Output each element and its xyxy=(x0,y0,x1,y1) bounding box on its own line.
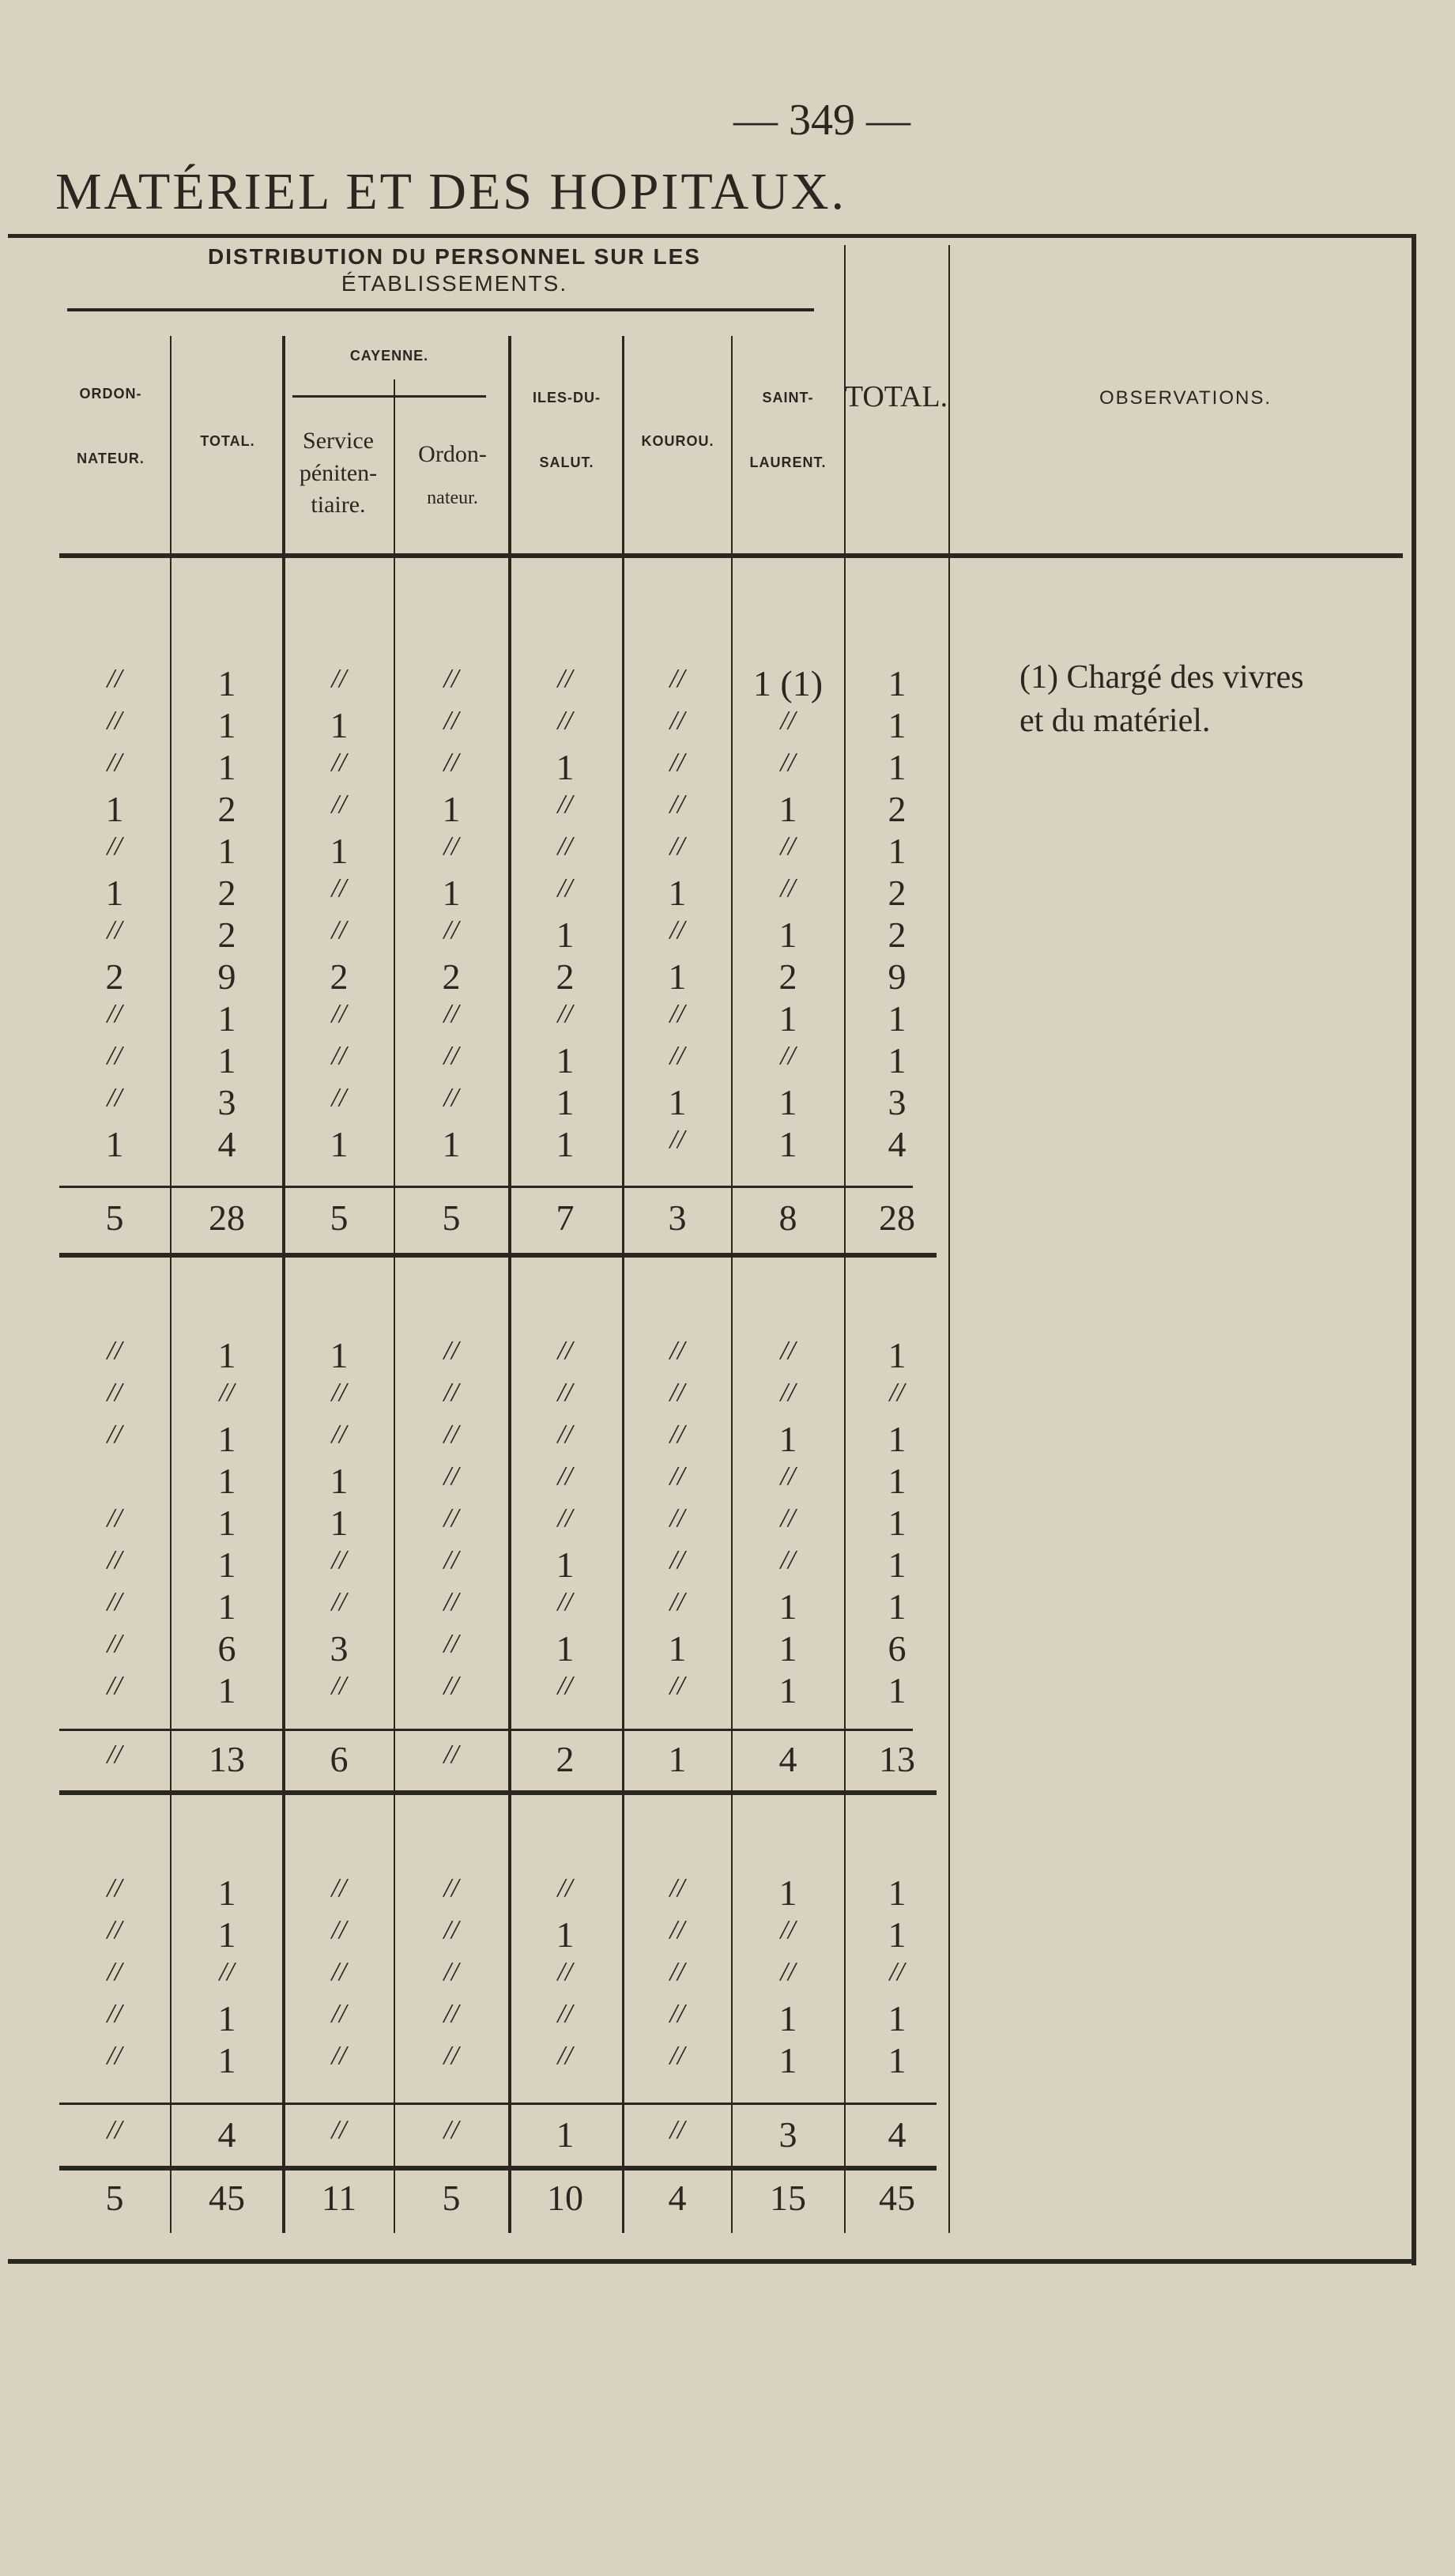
table-cell: 5 xyxy=(330,1197,349,1238)
table-cell: 1 xyxy=(217,2040,236,2080)
table-cell: // xyxy=(107,748,123,777)
table-cell: // xyxy=(557,706,573,735)
table-cell: 1 xyxy=(888,1544,907,1585)
table-cell: // xyxy=(669,999,685,1028)
table-cell: 1 xyxy=(778,1873,797,1913)
table-cell: // xyxy=(443,1545,459,1575)
col-sep-5 xyxy=(622,336,624,2233)
table-cell: // xyxy=(107,1873,123,1903)
table-cell: 1 xyxy=(217,1040,236,1081)
ordonnateur2-line1: Ordon- xyxy=(418,441,487,467)
table-cell: 5 xyxy=(105,2178,124,2218)
table-bottom-rule xyxy=(8,2259,1416,2264)
table-cell: 4 xyxy=(888,2114,907,2155)
ordonnateur-header xyxy=(55,386,166,467)
table-cell: // xyxy=(107,1378,123,1407)
table-cell: 1 xyxy=(888,1040,907,1081)
table-cell: // xyxy=(780,706,796,735)
total-small-header: TOTAL. xyxy=(200,433,255,449)
table-cell: // xyxy=(331,664,347,693)
table-cell: // xyxy=(669,706,685,735)
table-cell: 45 xyxy=(209,2178,245,2218)
table-cell: 1 xyxy=(217,1914,236,1955)
table-cell: // xyxy=(331,1915,347,1944)
table-cell: 1 xyxy=(556,1124,575,1164)
distribution-rule xyxy=(67,308,814,311)
table-cell: // xyxy=(669,790,685,819)
table-cell: 1 xyxy=(442,1124,461,1164)
table-cell: 1 xyxy=(556,1040,575,1081)
table-cell: 1 (1) xyxy=(752,663,824,703)
table-cell: // xyxy=(669,1503,685,1533)
table-cell: 1 xyxy=(217,1670,236,1710)
table-cell: 4 xyxy=(778,1739,797,1779)
table-cell: // xyxy=(780,1915,796,1944)
table-cell: 2 xyxy=(778,956,797,997)
table-cell: 2 xyxy=(217,873,236,913)
distribution-line1: DISTRIBUTION DU PERSONNEL SUR LES xyxy=(208,244,701,269)
distribution-line2: ÉTABLISSEMENTS. xyxy=(341,270,568,296)
table-cell: // xyxy=(331,1999,347,2028)
table-cell: 1 xyxy=(217,1503,236,1543)
saint-laurent-header xyxy=(733,390,843,471)
table-cell: 9 xyxy=(888,956,907,997)
table-cell: // xyxy=(107,1587,123,1616)
table-cell: // xyxy=(107,664,123,693)
table-cell: // xyxy=(557,873,573,903)
table-cell: 1 xyxy=(888,1461,907,1501)
table-cell: // xyxy=(669,1378,685,1407)
table-cell: // xyxy=(443,2041,459,2070)
table-cell: // xyxy=(107,1915,123,1944)
table-cell: // xyxy=(107,1999,123,2028)
table-cell: // xyxy=(107,1545,123,1575)
col-sep-1 xyxy=(170,336,172,2233)
table-cell: 4 xyxy=(217,1124,236,1164)
cayenne-rule xyxy=(292,395,486,398)
table-cell: 1 xyxy=(217,663,236,703)
table-cell: // xyxy=(331,2115,347,2144)
table-cell: 1 xyxy=(778,1998,797,2039)
table-cell: // xyxy=(557,1999,573,2028)
table-cell: 1 xyxy=(217,1586,236,1627)
table-cell: // xyxy=(669,1041,685,1070)
table-cell: 45 xyxy=(879,2178,915,2218)
table-cell: 3 xyxy=(888,1082,907,1122)
table-cell: 1 xyxy=(330,1503,349,1543)
table-cell: 1 xyxy=(778,1586,797,1627)
table-cell: // xyxy=(443,706,459,735)
table-cell: // xyxy=(669,915,685,945)
table-cell: 1 xyxy=(330,1335,349,1375)
table-cell: // xyxy=(557,1503,573,1533)
table-cell: 1 xyxy=(668,1628,687,1669)
table-cell: 1 xyxy=(888,747,907,787)
page-title: MATÉRIEL ET DES HOPITAUX. xyxy=(55,163,846,221)
table-cell: // xyxy=(331,748,347,777)
table-cell: // xyxy=(443,1873,459,1903)
table-cell: 1 xyxy=(330,831,349,871)
table-cell: 1 xyxy=(330,1461,349,1501)
table-cell: // xyxy=(889,1957,905,1986)
table-cell: 28 xyxy=(209,1197,245,1238)
table-cell: 11 xyxy=(321,2178,357,2218)
table-cell: 5 xyxy=(442,2178,461,2218)
table-cell: // xyxy=(669,832,685,861)
table-cell: // xyxy=(443,1083,459,1112)
table-cell: // xyxy=(107,1740,123,1769)
iles-header xyxy=(511,390,622,471)
table-cell: // xyxy=(331,1545,347,1575)
table-cell: // xyxy=(331,790,347,819)
service-line2: péniten- xyxy=(299,459,378,486)
table-cell: 1 xyxy=(778,1082,797,1122)
distribution-heading xyxy=(182,243,727,296)
table-cell: 1 xyxy=(888,1873,907,1913)
table-cell: 1 xyxy=(105,873,124,913)
table-cell: 1 xyxy=(442,789,461,829)
table-cell: // xyxy=(557,1587,573,1616)
note-line2: et du matériel. xyxy=(1020,702,1211,739)
observations-header: OBSERVATIONS. xyxy=(1099,387,1272,409)
table-cell: 5 xyxy=(442,1197,461,1238)
table-cell: // xyxy=(107,706,123,735)
table-cell: // xyxy=(331,1671,347,1700)
col-sep-3 xyxy=(394,379,395,2233)
table-cell: // xyxy=(331,1420,347,1449)
table-cell: 1 xyxy=(888,1914,907,1955)
table-cell: // xyxy=(443,1378,459,1407)
table-cell: // xyxy=(557,832,573,861)
table-cell: 1 xyxy=(778,1670,797,1710)
table-cell: // xyxy=(557,1336,573,1365)
table-cell: // xyxy=(443,1503,459,1533)
iles-line1: ILES-DU- xyxy=(533,390,601,405)
table-cell: // xyxy=(443,748,459,777)
table-cell: 3 xyxy=(778,2114,797,2155)
table-cell: 1 xyxy=(778,915,797,955)
table-cell: // xyxy=(107,1336,123,1365)
table-cell: 2 xyxy=(556,1739,575,1779)
service-line3: tiaire. xyxy=(311,492,366,518)
table-cell: 6 xyxy=(330,1739,349,1779)
table-cell: // xyxy=(443,1671,459,1700)
table-cell: // xyxy=(107,1671,123,1700)
table-cell: 4 xyxy=(888,1124,907,1164)
table-cell: // xyxy=(331,1587,347,1616)
cayenne-heading: CAYENNE. xyxy=(349,348,429,364)
table-cell: // xyxy=(669,664,685,693)
table-cell: // xyxy=(557,2041,573,2070)
section-rule-2 xyxy=(59,1790,937,1795)
table-cell: 7 xyxy=(556,1197,575,1238)
table-cell: 2 xyxy=(330,956,349,997)
table-cell: 2 xyxy=(105,956,124,997)
table-cell: // xyxy=(107,1503,123,1533)
table-cell: 2 xyxy=(556,956,575,997)
table-cell: 1 xyxy=(556,1628,575,1669)
table-cell: 1 xyxy=(888,663,907,703)
table-cell: 1 xyxy=(217,1335,236,1375)
table-cell: // xyxy=(107,1629,123,1658)
table-cell: 1 xyxy=(778,998,797,1039)
col-sep-4 xyxy=(508,336,511,2233)
table-cell: 13 xyxy=(879,1739,915,1779)
table-cell: 1 xyxy=(556,1914,575,1955)
table-cell: // xyxy=(780,1336,796,1365)
table-right-border xyxy=(1412,234,1416,2265)
table-cell: 1 xyxy=(442,873,461,913)
table-cell: 1 xyxy=(888,1586,907,1627)
table-cell: 1 xyxy=(556,915,575,955)
col-sep-8 xyxy=(948,245,950,2233)
table-cell: 13 xyxy=(209,1739,245,1779)
table-cell: // xyxy=(780,748,796,777)
table-cell: 1 xyxy=(330,1124,349,1164)
table-cell: 1 xyxy=(217,998,236,1039)
table-cell: 1 xyxy=(888,1503,907,1543)
table-top-rule xyxy=(8,234,1415,238)
table-cell: 1 xyxy=(888,1419,907,1459)
subtotal-rule-3 xyxy=(59,2103,937,2105)
table-cell: // xyxy=(331,1083,347,1112)
header-rule xyxy=(59,553,1403,558)
table-cell: // xyxy=(780,832,796,861)
table-cell: // xyxy=(557,1378,573,1407)
table-cell: // xyxy=(107,999,123,1028)
table-cell: 1 xyxy=(217,705,236,745)
table-cell: // xyxy=(331,1041,347,1070)
table-cell: // xyxy=(669,1671,685,1700)
table-cell: 6 xyxy=(888,1628,907,1669)
table-cell: // xyxy=(557,664,573,693)
table-cell: // xyxy=(107,2041,123,2070)
table-cell: // xyxy=(557,1671,573,1700)
table-cell: 8 xyxy=(778,1197,797,1238)
table-cell: 3 xyxy=(330,1628,349,1669)
table-cell: 6 xyxy=(217,1628,236,1669)
table-cell: // xyxy=(669,2041,685,2070)
table-cell: // xyxy=(780,1041,796,1070)
table-cell: // xyxy=(107,1083,123,1112)
table-cell: // xyxy=(780,1461,796,1491)
table-cell: // xyxy=(443,1915,459,1944)
ordonnateur-line1: ORDON- xyxy=(79,386,142,402)
table-cell: 1 xyxy=(888,1670,907,1710)
table-cell: 1 xyxy=(556,2114,575,2155)
section-rule-1 xyxy=(59,1253,937,1258)
table-cell: // xyxy=(669,1545,685,1575)
subtotal-rule-1 xyxy=(59,1186,913,1188)
table-cell: // xyxy=(443,1957,459,1986)
table-cell: 2 xyxy=(888,873,907,913)
ordonnateur-line2: NATEUR. xyxy=(77,450,145,466)
table-cell: // xyxy=(331,1873,347,1903)
table-cell: 5 xyxy=(105,1197,124,1238)
service-line1: Service xyxy=(303,428,374,454)
subtotal-rule-2 xyxy=(59,1729,913,1731)
table-cell: // xyxy=(780,1503,796,1533)
table-cell: 1 xyxy=(668,873,687,913)
table-cell: // xyxy=(669,1873,685,1903)
total-big-header: TOTAL. xyxy=(844,380,948,413)
table-cell: // xyxy=(443,1041,459,1070)
table-cell: // xyxy=(443,999,459,1028)
saint-line2: LAURENT. xyxy=(749,454,827,470)
service-header xyxy=(283,425,394,522)
table-cell: // xyxy=(557,1873,573,1903)
table-cell: 1 xyxy=(888,1998,907,2039)
table-cell: // xyxy=(107,832,123,861)
table-cell: // xyxy=(443,832,459,861)
table-cell: 4 xyxy=(217,2114,236,2155)
table-cell: 1 xyxy=(778,1628,797,1669)
table-cell: // xyxy=(443,1629,459,1658)
table-cell: // xyxy=(780,1378,796,1407)
table-cell: 1 xyxy=(105,789,124,829)
table-cell: 28 xyxy=(879,1197,915,1238)
table-cell: 1 xyxy=(668,956,687,997)
table-cell: 1 xyxy=(217,1419,236,1459)
table-cell: // xyxy=(669,748,685,777)
table-cell: 1 xyxy=(217,1998,236,2039)
table-cell: // xyxy=(331,873,347,903)
table-cell: 2 xyxy=(888,789,907,829)
table-cell: 1 xyxy=(217,1544,236,1585)
section-rule-3 xyxy=(59,2166,937,2171)
table-cell: 2 xyxy=(888,915,907,955)
table-cell: // xyxy=(107,1420,123,1449)
table-cell: // xyxy=(557,1420,573,1449)
table-cell: // xyxy=(669,1420,685,1449)
table-cell: // xyxy=(889,1378,905,1407)
table-cell: // xyxy=(669,1915,685,1944)
table-cell: 2 xyxy=(442,956,461,997)
table-cell: // xyxy=(443,1336,459,1365)
col-sep-7 xyxy=(844,245,846,2233)
table-cell: 4 xyxy=(668,2178,687,2218)
table-cell: // xyxy=(331,1957,347,1986)
table-cell: // xyxy=(669,1125,685,1154)
table-cell: // xyxy=(557,1461,573,1491)
table-cell: // xyxy=(443,2115,459,2144)
kourou-header: KOUROU. xyxy=(641,433,714,449)
table-cell: 1 xyxy=(556,1544,575,1585)
page-number: — 349 — xyxy=(733,96,910,145)
table-cell: 1 xyxy=(888,831,907,871)
table-cell: // xyxy=(107,1041,123,1070)
table-cell: 1 xyxy=(330,705,349,745)
ordonnateur2-header xyxy=(395,439,510,511)
table-cell: 1 xyxy=(778,2040,797,2080)
note-line1: (1) Chargé des vivres xyxy=(1020,659,1304,696)
table-cell: 1 xyxy=(888,998,907,1039)
table-cell: 1 xyxy=(888,705,907,745)
table-cell: 9 xyxy=(217,956,236,997)
table-cell: 2 xyxy=(217,789,236,829)
table-cell: 1 xyxy=(888,1335,907,1375)
table-cell: 2 xyxy=(217,915,236,955)
col-sep-6 xyxy=(731,336,733,2233)
table-cell: 1 xyxy=(778,1124,797,1164)
table-cell: // xyxy=(331,915,347,945)
table-cell: // xyxy=(669,2115,685,2144)
table-cell: // xyxy=(669,1461,685,1491)
ordonnateur2-line2: nateur. xyxy=(427,487,478,508)
table-cell: // xyxy=(107,915,123,945)
table-cell: 10 xyxy=(547,2178,583,2218)
table-cell: // xyxy=(669,1957,685,1986)
table-cell: // xyxy=(107,1957,123,1986)
table-cell: // xyxy=(107,2115,123,2144)
table-cell: // xyxy=(443,1587,459,1616)
table-cell: 1 xyxy=(217,831,236,871)
table-cell: // xyxy=(780,1957,796,1986)
table-cell: 1 xyxy=(778,789,797,829)
table-cell: // xyxy=(557,790,573,819)
table-cell: // xyxy=(557,999,573,1028)
table-cell: 1 xyxy=(888,2040,907,2080)
table-cell: 3 xyxy=(668,1197,687,1238)
table-cell: // xyxy=(443,1740,459,1769)
table-cell: // xyxy=(669,1587,685,1616)
table-cell: // xyxy=(219,1378,235,1407)
table-cell: // xyxy=(331,2041,347,2070)
table-cell: // xyxy=(331,1378,347,1407)
col-sep-2 xyxy=(282,336,285,2233)
table-cell: 3 xyxy=(217,1082,236,1122)
table-cell: // xyxy=(443,1999,459,2028)
table-cell: // xyxy=(443,915,459,945)
table-cell: // xyxy=(219,1957,235,1986)
table-cell: // xyxy=(669,1336,685,1365)
table-cell: // xyxy=(557,1957,573,1986)
table-cell: 1 xyxy=(668,1739,687,1779)
table-cell: 1 xyxy=(217,1873,236,1913)
table-cell: 1 xyxy=(556,747,575,787)
iles-line2: SALUT. xyxy=(539,454,594,470)
saint-line1: SAINT- xyxy=(762,390,814,405)
table-cell: // xyxy=(443,1420,459,1449)
table-cell: // xyxy=(780,1545,796,1575)
table-cell: 1 xyxy=(778,1419,797,1459)
table-cell: // xyxy=(443,1461,459,1491)
table-cell: 15 xyxy=(770,2178,806,2218)
table-cell: // xyxy=(331,999,347,1028)
table-cell: 1 xyxy=(556,1082,575,1122)
table-cell: 1 xyxy=(668,1082,687,1122)
observation-note xyxy=(1020,656,1304,742)
table-cell: 1 xyxy=(105,1124,124,1164)
table-cell: 1 xyxy=(217,1461,236,1501)
table-cell: // xyxy=(669,1999,685,2028)
table-cell: // xyxy=(780,873,796,903)
table-cell: // xyxy=(443,664,459,693)
table-cell: 1 xyxy=(217,747,236,787)
